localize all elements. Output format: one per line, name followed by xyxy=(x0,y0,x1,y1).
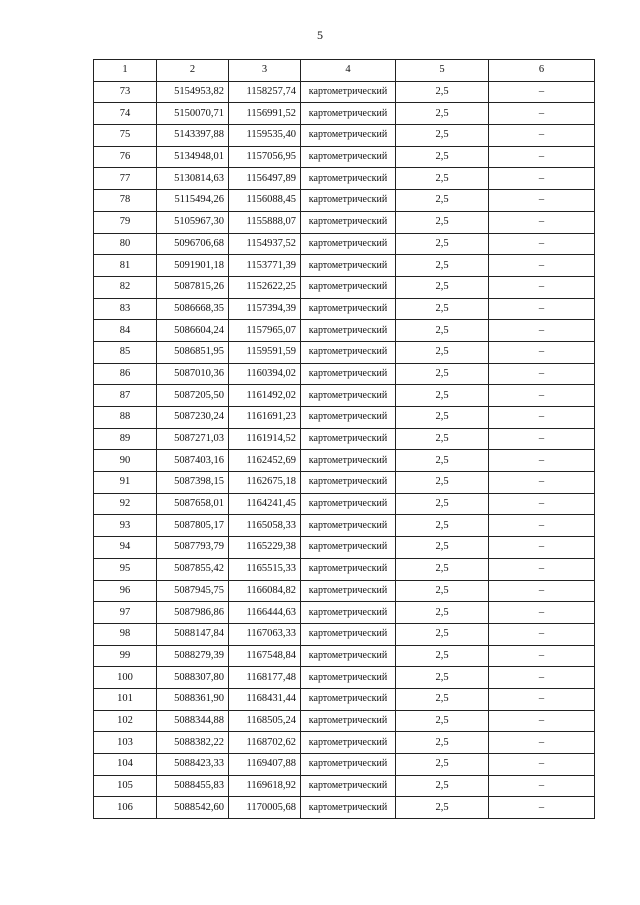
table-row xyxy=(94,298,595,320)
column-header-3: 3 xyxy=(229,60,301,82)
cell-method: картометрический xyxy=(301,385,396,407)
table-row xyxy=(94,255,595,277)
cell-point-number: 85 xyxy=(94,341,157,363)
cell-note: – xyxy=(489,688,595,710)
cell-method: картометрический xyxy=(301,233,396,255)
table-row xyxy=(94,168,595,190)
table-row xyxy=(94,645,595,667)
cell-note: – xyxy=(489,320,595,342)
cell-note: – xyxy=(489,710,595,732)
cell-point-number: 96 xyxy=(94,580,157,602)
cell-note: – xyxy=(489,103,595,125)
table-row xyxy=(94,81,595,103)
table-row xyxy=(94,710,595,732)
cell-note: – xyxy=(489,797,595,819)
column-header-4: 4 xyxy=(301,60,396,82)
cell-accuracy: 2,5 xyxy=(396,645,489,667)
cell-x-coordinate: 5087010,36 xyxy=(157,363,229,385)
cell-point-number: 100 xyxy=(94,667,157,689)
cell-x-coordinate: 5088344,88 xyxy=(157,710,229,732)
cell-x-coordinate: 5088455,83 xyxy=(157,775,229,797)
cell-accuracy: 2,5 xyxy=(396,363,489,385)
cell-method: картометрический xyxy=(301,623,396,645)
table-row xyxy=(94,493,595,515)
cell-x-coordinate: 5088361,90 xyxy=(157,688,229,710)
cell-y-coordinate: 1155888,07 xyxy=(229,211,301,233)
cell-accuracy: 2,5 xyxy=(396,450,489,472)
cell-point-number: 104 xyxy=(94,754,157,776)
cell-note: – xyxy=(489,255,595,277)
cell-method: картометрический xyxy=(301,125,396,147)
cell-x-coordinate: 5087855,42 xyxy=(157,558,229,580)
cell-y-coordinate: 1165058,33 xyxy=(229,515,301,537)
table-row xyxy=(94,580,595,602)
table-row xyxy=(94,320,595,342)
cell-method: картометрический xyxy=(301,515,396,537)
cell-y-coordinate: 1161691,23 xyxy=(229,407,301,429)
table-row xyxy=(94,385,595,407)
cell-point-number: 80 xyxy=(94,233,157,255)
cell-x-coordinate: 5087658,01 xyxy=(157,493,229,515)
cell-point-number: 79 xyxy=(94,211,157,233)
table-row xyxy=(94,407,595,429)
cell-y-coordinate: 1158257,74 xyxy=(229,81,301,103)
cell-method: картометрический xyxy=(301,667,396,689)
table-row xyxy=(94,732,595,754)
cell-method: картометрический xyxy=(301,168,396,190)
cell-point-number: 93 xyxy=(94,515,157,537)
cell-note: – xyxy=(489,385,595,407)
cell-y-coordinate: 1153771,39 xyxy=(229,255,301,277)
cell-method: картометрический xyxy=(301,103,396,125)
cell-note: – xyxy=(489,775,595,797)
cell-method: картометрический xyxy=(301,754,396,776)
cell-point-number: 73 xyxy=(94,81,157,103)
cell-method: картометрический xyxy=(301,797,396,819)
cell-accuracy: 2,5 xyxy=(396,493,489,515)
cell-y-coordinate: 1166084,82 xyxy=(229,580,301,602)
cell-x-coordinate: 5088542,60 xyxy=(157,797,229,819)
cell-note: – xyxy=(489,125,595,147)
cell-method: картометрический xyxy=(301,472,396,494)
cell-accuracy: 2,5 xyxy=(396,472,489,494)
cell-x-coordinate: 5087271,03 xyxy=(157,428,229,450)
cell-note: – xyxy=(489,233,595,255)
cell-point-number: 82 xyxy=(94,276,157,298)
page-number: 5 xyxy=(317,28,323,42)
cell-y-coordinate: 1168431,44 xyxy=(229,688,301,710)
cell-y-coordinate: 1169618,92 xyxy=(229,775,301,797)
cell-method: картометрический xyxy=(301,732,396,754)
cell-x-coordinate: 5087403,16 xyxy=(157,450,229,472)
table-header xyxy=(94,60,595,82)
cell-y-coordinate: 1165229,38 xyxy=(229,537,301,559)
cell-note: – xyxy=(489,407,595,429)
cell-x-coordinate: 5087793,79 xyxy=(157,537,229,559)
cell-point-number: 94 xyxy=(94,537,157,559)
cell-accuracy: 2,5 xyxy=(396,754,489,776)
cell-accuracy: 2,5 xyxy=(396,146,489,168)
cell-note: – xyxy=(489,515,595,537)
cell-method: картометрический xyxy=(301,255,396,277)
table-row xyxy=(94,472,595,494)
table-row xyxy=(94,450,595,472)
cell-note: – xyxy=(489,667,595,689)
cell-method: картометрический xyxy=(301,298,396,320)
cell-point-number: 87 xyxy=(94,385,157,407)
cell-x-coordinate: 5150070,71 xyxy=(157,103,229,125)
table-row xyxy=(94,363,595,385)
cell-method: картометрический xyxy=(301,211,396,233)
cell-accuracy: 2,5 xyxy=(396,558,489,580)
cell-y-coordinate: 1167548,84 xyxy=(229,645,301,667)
cell-note: – xyxy=(489,298,595,320)
cell-y-coordinate: 1156497,89 xyxy=(229,168,301,190)
table-row xyxy=(94,103,595,125)
cell-y-coordinate: 1167063,33 xyxy=(229,623,301,645)
cell-accuracy: 2,5 xyxy=(396,341,489,363)
cell-accuracy: 2,5 xyxy=(396,233,489,255)
cell-y-coordinate: 1170005,68 xyxy=(229,797,301,819)
cell-method: картометрический xyxy=(301,688,396,710)
cell-accuracy: 2,5 xyxy=(396,732,489,754)
cell-method: картометрический xyxy=(301,450,396,472)
table-body xyxy=(94,81,595,818)
cell-accuracy: 2,5 xyxy=(396,688,489,710)
cell-y-coordinate: 1159535,40 xyxy=(229,125,301,147)
cell-method: картометрический xyxy=(301,363,396,385)
column-header-2: 2 xyxy=(157,60,229,82)
cell-x-coordinate: 5154953,82 xyxy=(157,81,229,103)
cell-point-number: 90 xyxy=(94,450,157,472)
cell-y-coordinate: 1157394,39 xyxy=(229,298,301,320)
cell-x-coordinate: 5105967,30 xyxy=(157,211,229,233)
cell-method: картометрический xyxy=(301,580,396,602)
cell-accuracy: 2,5 xyxy=(396,168,489,190)
cell-point-number: 86 xyxy=(94,363,157,385)
cell-y-coordinate: 1159591,59 xyxy=(229,341,301,363)
cell-y-coordinate: 1168177,48 xyxy=(229,667,301,689)
cell-method: картометрический xyxy=(301,493,396,515)
cell-note: – xyxy=(489,602,595,624)
cell-note: – xyxy=(489,645,595,667)
cell-note: – xyxy=(489,211,595,233)
cell-point-number: 84 xyxy=(94,320,157,342)
cell-point-number: 75 xyxy=(94,125,157,147)
cell-point-number: 99 xyxy=(94,645,157,667)
cell-accuracy: 2,5 xyxy=(396,797,489,819)
cell-note: – xyxy=(489,450,595,472)
cell-x-coordinate: 5088279,39 xyxy=(157,645,229,667)
cell-point-number: 89 xyxy=(94,428,157,450)
cell-accuracy: 2,5 xyxy=(396,103,489,125)
cell-y-coordinate: 1156991,52 xyxy=(229,103,301,125)
table-row xyxy=(94,537,595,559)
cell-accuracy: 2,5 xyxy=(396,298,489,320)
cell-method: картометрический xyxy=(301,190,396,212)
cell-point-number: 81 xyxy=(94,255,157,277)
cell-x-coordinate: 5086851,95 xyxy=(157,341,229,363)
cell-x-coordinate: 5087986,86 xyxy=(157,602,229,624)
cell-x-coordinate: 5086668,35 xyxy=(157,298,229,320)
cell-x-coordinate: 5115494,26 xyxy=(157,190,229,212)
cell-accuracy: 2,5 xyxy=(396,276,489,298)
cell-y-coordinate: 1162675,18 xyxy=(229,472,301,494)
table-row xyxy=(94,211,595,233)
cell-note: – xyxy=(489,732,595,754)
cell-accuracy: 2,5 xyxy=(396,320,489,342)
cell-y-coordinate: 1154937,52 xyxy=(229,233,301,255)
header-row xyxy=(94,60,595,82)
cell-y-coordinate: 1156088,45 xyxy=(229,190,301,212)
cell-x-coordinate: 5087230,24 xyxy=(157,407,229,429)
column-header-1: 1 xyxy=(94,60,157,82)
cell-point-number: 97 xyxy=(94,602,157,624)
cell-note: – xyxy=(489,623,595,645)
cell-point-number: 76 xyxy=(94,146,157,168)
cell-y-coordinate: 1161914,52 xyxy=(229,428,301,450)
cell-accuracy: 2,5 xyxy=(396,580,489,602)
cell-note: – xyxy=(489,276,595,298)
cell-method: картометрический xyxy=(301,276,396,298)
cell-method: картометрический xyxy=(301,146,396,168)
cell-x-coordinate: 5088382,22 xyxy=(157,732,229,754)
cell-accuracy: 2,5 xyxy=(396,515,489,537)
table-row xyxy=(94,775,595,797)
cell-y-coordinate: 1157056,95 xyxy=(229,146,301,168)
cell-y-coordinate: 1157965,07 xyxy=(229,320,301,342)
cell-method: картометрический xyxy=(301,428,396,450)
cell-point-number: 78 xyxy=(94,190,157,212)
cell-point-number: 77 xyxy=(94,168,157,190)
table-row xyxy=(94,341,595,363)
cell-point-number: 98 xyxy=(94,623,157,645)
cell-y-coordinate: 1152622,25 xyxy=(229,276,301,298)
cell-y-coordinate: 1164241,45 xyxy=(229,493,301,515)
coordinates-table xyxy=(93,59,595,819)
cell-point-number: 92 xyxy=(94,493,157,515)
table-row xyxy=(94,125,595,147)
cell-note: – xyxy=(489,580,595,602)
cell-x-coordinate: 5143397,88 xyxy=(157,125,229,147)
table-row xyxy=(94,233,595,255)
cell-method: картометрический xyxy=(301,602,396,624)
column-header-5: 5 xyxy=(396,60,489,82)
table-row xyxy=(94,428,595,450)
cell-note: – xyxy=(489,537,595,559)
table-row xyxy=(94,558,595,580)
cell-method: картометрический xyxy=(301,81,396,103)
cell-note: – xyxy=(489,493,595,515)
cell-y-coordinate: 1168702,62 xyxy=(229,732,301,754)
cell-point-number: 106 xyxy=(94,797,157,819)
cell-note: – xyxy=(489,428,595,450)
table-row xyxy=(94,754,595,776)
cell-note: – xyxy=(489,363,595,385)
cell-x-coordinate: 5088307,80 xyxy=(157,667,229,689)
cell-y-coordinate: 1161492,02 xyxy=(229,385,301,407)
table-row xyxy=(94,276,595,298)
cell-x-coordinate: 5087205,50 xyxy=(157,385,229,407)
cell-point-number: 88 xyxy=(94,407,157,429)
cell-x-coordinate: 5087945,75 xyxy=(157,580,229,602)
cell-note: – xyxy=(489,190,595,212)
cell-accuracy: 2,5 xyxy=(396,428,489,450)
cell-point-number: 91 xyxy=(94,472,157,494)
cell-accuracy: 2,5 xyxy=(396,407,489,429)
table-row xyxy=(94,515,595,537)
cell-method: картометрический xyxy=(301,320,396,342)
cell-method: картометрический xyxy=(301,775,396,797)
cell-accuracy: 2,5 xyxy=(396,623,489,645)
cell-accuracy: 2,5 xyxy=(396,385,489,407)
cell-point-number: 102 xyxy=(94,710,157,732)
table-row xyxy=(94,602,595,624)
table-row xyxy=(94,667,595,689)
cell-note: – xyxy=(489,168,595,190)
cell-accuracy: 2,5 xyxy=(396,602,489,624)
cell-method: картометрический xyxy=(301,341,396,363)
cell-x-coordinate: 5087398,15 xyxy=(157,472,229,494)
cell-accuracy: 2,5 xyxy=(396,537,489,559)
cell-accuracy: 2,5 xyxy=(396,211,489,233)
cell-accuracy: 2,5 xyxy=(396,775,489,797)
cell-x-coordinate: 5087815,26 xyxy=(157,276,229,298)
cell-accuracy: 2,5 xyxy=(396,125,489,147)
cell-x-coordinate: 5134948,01 xyxy=(157,146,229,168)
cell-accuracy: 2,5 xyxy=(396,710,489,732)
cell-x-coordinate: 5088423,33 xyxy=(157,754,229,776)
cell-note: – xyxy=(489,81,595,103)
cell-point-number: 83 xyxy=(94,298,157,320)
cell-x-coordinate: 5130814,63 xyxy=(157,168,229,190)
table-row xyxy=(94,623,595,645)
table-row xyxy=(94,797,595,819)
table-row xyxy=(94,688,595,710)
cell-x-coordinate: 5086604,24 xyxy=(157,320,229,342)
cell-y-coordinate: 1162452,69 xyxy=(229,450,301,472)
cell-y-coordinate: 1169407,88 xyxy=(229,754,301,776)
cell-x-coordinate: 5087805,17 xyxy=(157,515,229,537)
cell-note: – xyxy=(489,472,595,494)
cell-point-number: 105 xyxy=(94,775,157,797)
cell-method: картометрический xyxy=(301,558,396,580)
cell-method: картометрический xyxy=(301,407,396,429)
cell-accuracy: 2,5 xyxy=(396,190,489,212)
cell-accuracy: 2,5 xyxy=(396,255,489,277)
column-header-6: 6 xyxy=(489,60,595,82)
cell-note: – xyxy=(489,558,595,580)
cell-note: – xyxy=(489,341,595,363)
cell-method: картометрический xyxy=(301,710,396,732)
cell-note: – xyxy=(489,754,595,776)
cell-x-coordinate: 5096706,68 xyxy=(157,233,229,255)
cell-point-number: 74 xyxy=(94,103,157,125)
table-row xyxy=(94,146,595,168)
cell-point-number: 103 xyxy=(94,732,157,754)
cell-point-number: 95 xyxy=(94,558,157,580)
cell-note: – xyxy=(489,146,595,168)
cell-x-coordinate: 5091901,18 xyxy=(157,255,229,277)
cell-y-coordinate: 1168505,24 xyxy=(229,710,301,732)
cell-x-coordinate: 5088147,84 xyxy=(157,623,229,645)
cell-method: картометрический xyxy=(301,537,396,559)
cell-accuracy: 2,5 xyxy=(396,667,489,689)
cell-y-coordinate: 1160394,02 xyxy=(229,363,301,385)
cell-y-coordinate: 1165515,33 xyxy=(229,558,301,580)
cell-accuracy: 2,5 xyxy=(396,81,489,103)
cell-point-number: 101 xyxy=(94,688,157,710)
cell-y-coordinate: 1166444,63 xyxy=(229,602,301,624)
cell-method: картометрический xyxy=(301,645,396,667)
table-row xyxy=(94,190,595,212)
